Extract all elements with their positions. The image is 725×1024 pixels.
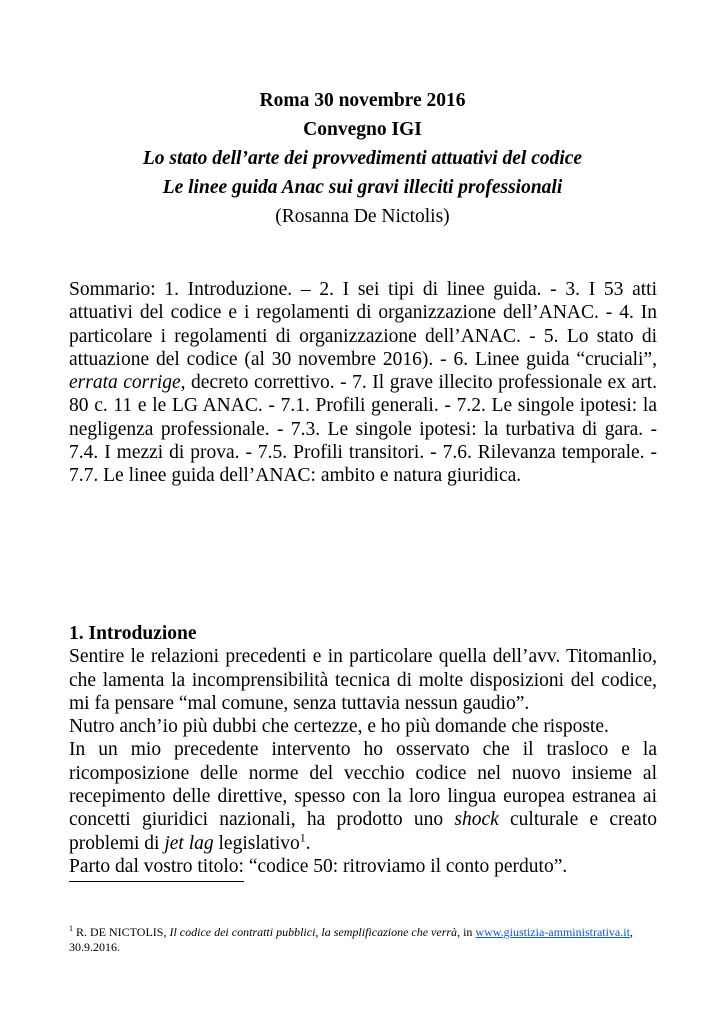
footnote-separator [69, 881, 244, 882]
summary-line: negligenza professionale. - 7.3. Le singole ipotesi: la turbativa di gara. - [69, 418, 657, 440]
summary-line: Sommario: 1. Introduzione. – 2. I sei tipi di linee guida. - 3. I 53 atti [69, 279, 657, 300]
body-text: culturale e creato [498, 809, 657, 831]
body-line: ricomposizione delle norme del vecchio codice nel nuovo insieme al [69, 762, 657, 784]
talk-subtitle: Le linee guida Anac sui gravi illeciti professionali [162, 177, 563, 198]
footnote-date: 30.9.2016. [69, 940, 120, 954]
body-text: concetti giuridici nazionali, ha prodotto uno [69, 809, 455, 831]
document-header [60, 86, 665, 231]
body-line: Sentire le relazioni precedenti e in particolare quella dell’avv. Titomanlio, [69, 646, 657, 668]
body-line [69, 832, 657, 855]
summary-line: particolare i regolamenti di organizzazione dell’ANAC. - 5. Lo stato di [69, 325, 657, 347]
section-heading: 1. Introduzione [69, 623, 197, 644]
author-name: (Rosanna De Nictolis) [275, 206, 450, 227]
footnote-author: R. DE NICTOLIS, [73, 925, 170, 939]
summary-line: attuativi del codice e i regolamenti di organizzazione dell’ANAC. - 4. In [69, 302, 657, 324]
footnote-title: Il codice dei contratti pubblici, la semplificazione che verrà [169, 925, 458, 939]
summary-text: , decreto correttivo. - 7. Il grave illecito professionale ex art. [180, 372, 657, 394]
footnote-link[interactable]: www.giustizia-amministrativa.it [475, 925, 630, 939]
summary-line: 7.7. Le linee guida dell’ANAC: ambito e natura giuridica. [69, 465, 522, 487]
footnote-text: , [629, 925, 633, 939]
summary-line: 80 c. 11 e le LG ANAC. - 7.1. Profili generali. - 7.2. Le singole ipotesi: la [69, 395, 657, 417]
summary-italic-term: errata corrige [69, 372, 181, 394]
footnote-line [69, 925, 657, 940]
body-line: Parto dal vostro titolo: “codice 50: ritroviamo il conto perduto”. [69, 855, 568, 877]
body-line [69, 808, 657, 831]
italic-term-jet-lag: jet lag [164, 832, 214, 854]
footnote-reference[interactable]: 1 [299, 830, 306, 845]
summary-paragraph [69, 278, 657, 488]
body-line: che lamenta la incomprensibilità tecnica di molte disposizioni del codice, [69, 669, 657, 691]
footnote-marker: 1 [69, 924, 73, 933]
talk-title: Lo stato dell’arte dei provvedimenti attuativi del codice [142, 148, 583, 169]
summary-line: attuazione del codice (al 30 novembre 2016). - 6. Linee guida “cruciali”, [69, 348, 657, 370]
event-title: Convegno IGI [303, 119, 422, 140]
body-line: Nutro anch’io più dubbi che certezze, e ho più domande che risposte. [69, 716, 609, 738]
body-text: . [305, 832, 311, 854]
italic-term-shock: shock [454, 809, 499, 831]
body-line: recepimento delle direttive, spesso con la loro lingua europea estranea ai [69, 786, 657, 808]
section-introduction [69, 622, 657, 878]
summary-line [69, 371, 657, 394]
footnote-text: , in [457, 925, 476, 939]
event-date: Roma 30 novembre 2016 [259, 90, 466, 111]
body-line: mi fa pensare “mal comune, senza tuttavia nessun gaudio”. [69, 692, 530, 714]
body-text: problemi di [69, 832, 165, 854]
summary-line: 7.4. I mezzi di prova. - 7.5. Profili transitori. - 7.6. Rilevanza temporale. - [69, 442, 657, 464]
footnote [69, 925, 657, 955]
body-line: In un mio precedente intervento ho osservato che il trasloco e la [69, 739, 657, 761]
body-text: legislativo [213, 832, 300, 854]
